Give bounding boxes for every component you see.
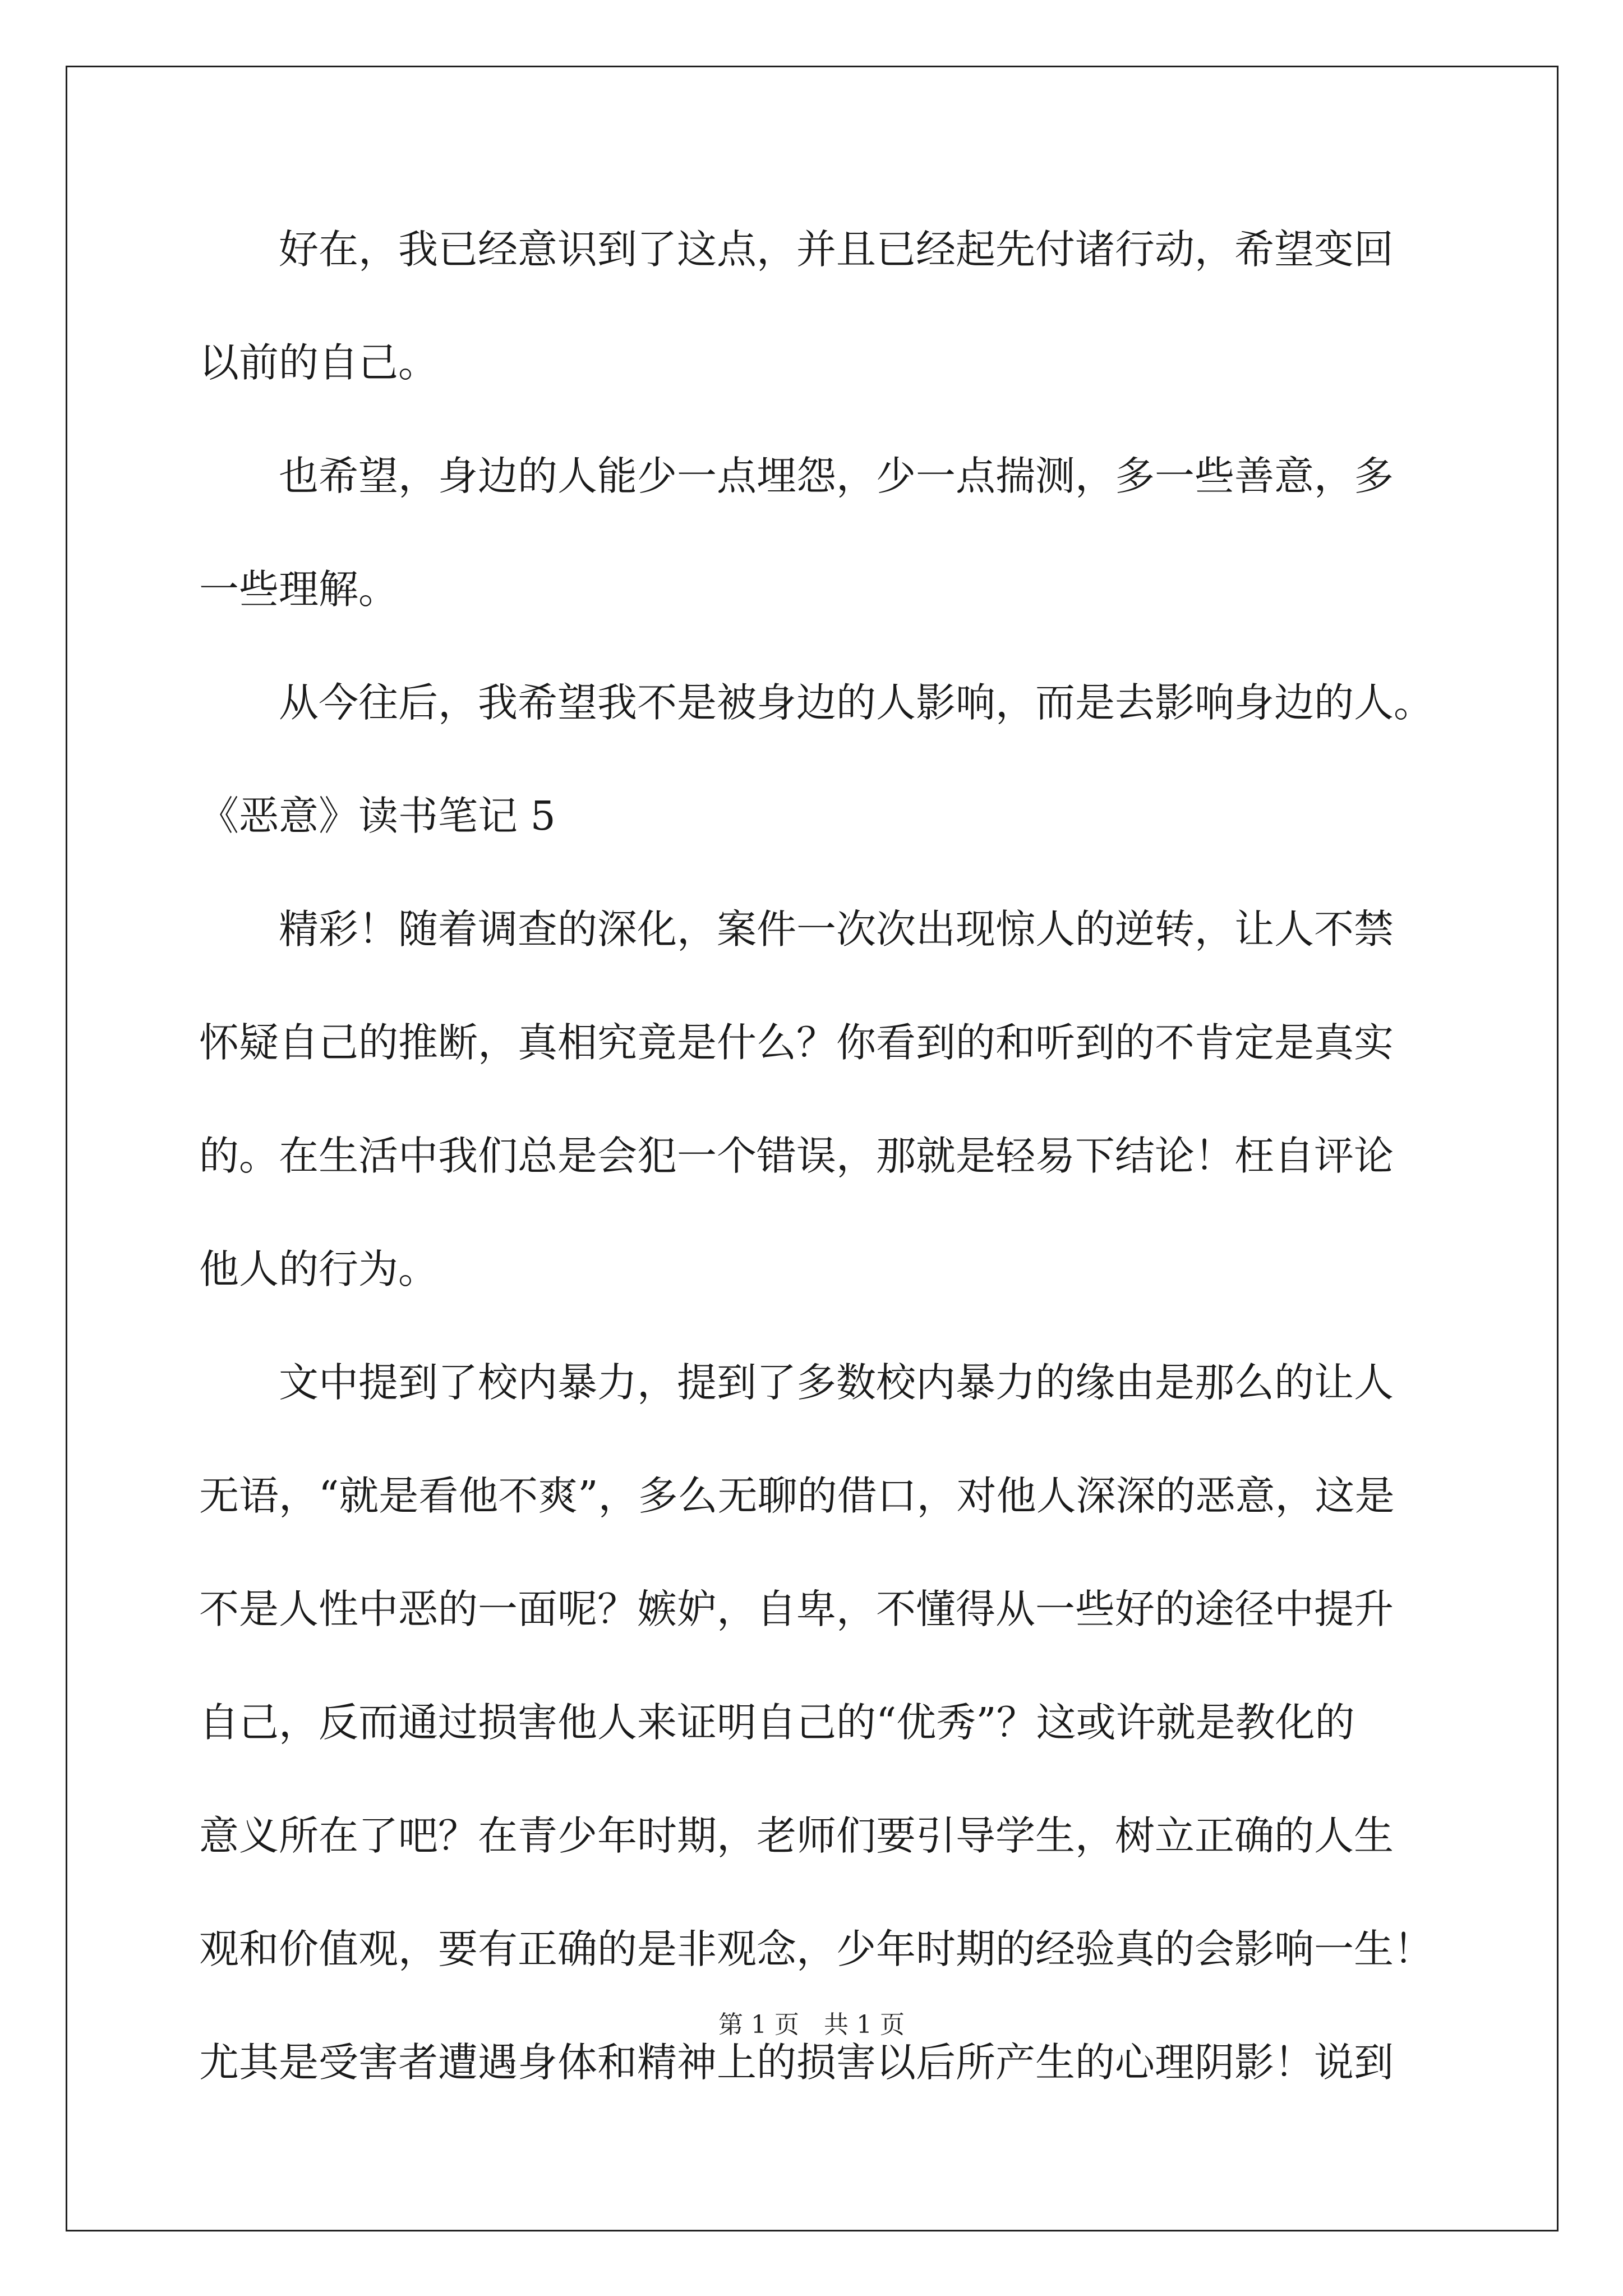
- paragraph-line: 以前的自己。: [199, 339, 439, 386]
- paragraph-line: 不是人性中恶的一面呢？嫉妒，自卑，不懂得从一些好的途径中提升: [199, 1586, 1394, 1632]
- paragraph-line: 怀疑自己的推断，真相究竟是什么？你看到的和听到的不肯定是真实: [199, 1019, 1394, 1066]
- document-body: [199, 216, 1438, 2142]
- paragraph-line: 的。在生活中我们总是会犯一个错误，那就是轻易下结论！枉自评论: [199, 1133, 1394, 1179]
- paragraph-line: 无语，“就是看他不爽”，多么无聊的借口，对他人深深的恶意，这是: [199, 1473, 1395, 1519]
- paragraph-line: 好在，我已经意识到了这点，并且已经起先付诸行动，希望变回: [279, 226, 1394, 273]
- paragraph-line: 尤其是受害者遭遇身体和精神上的损害以后所产生的心理阴影！说到: [199, 2039, 1394, 2086]
- paragraph-line: 精彩！随着调查的深化，案件一次次出现惊人的逆转，让人不禁: [279, 906, 1394, 953]
- paragraph-line: 也希望，身边的人能少一点埋怨，少一点揣测，多一些善意，多: [279, 453, 1394, 499]
- paragraph-line: 从今往后，我希望我不是被身边的人影响，而是去影响身边的人。: [279, 679, 1434, 726]
- section-heading: 《恶意》读书笔记 5: [199, 793, 556, 839]
- paragraph-line: 文中提到了校内暴力，提到了多数校内暴力的缘由是那么的让人: [279, 1359, 1394, 1406]
- page-footer: 第 1 页 共 1 页: [718, 2010, 905, 2039]
- paragraph-line: 观和价值观，要有正确的是非观念，少年时期的经验真的会影响一生！: [199, 1926, 1434, 1972]
- paragraph-line: 一些理解。: [199, 566, 399, 613]
- paragraph-line: 自己，反而通过损害他人来证明自己的“优秀”？这或许就是教化的: [199, 1699, 1355, 1746]
- paragraph-line: 意义所在了吧？在青少年时期，老师们要引导学生，树立正确的人生: [199, 1812, 1394, 1859]
- paragraph-line: 他人的行为。: [199, 1246, 439, 1292]
